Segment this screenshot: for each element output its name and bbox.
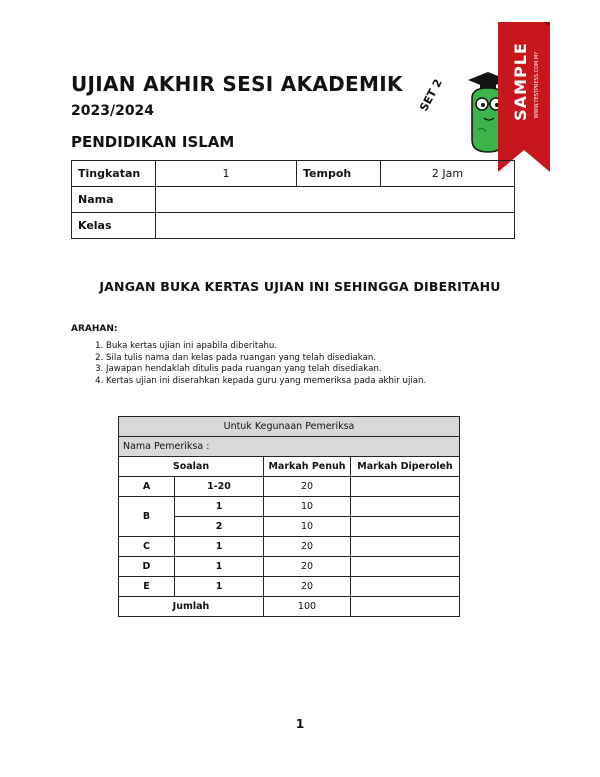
full-mark-cell: 10 bbox=[264, 517, 351, 537]
tempoh-value: 2 Jam bbox=[381, 161, 515, 187]
tingkatan-value: 1 bbox=[156, 161, 297, 187]
question-cell: 1 bbox=[175, 557, 264, 577]
examiner-table bbox=[118, 416, 460, 617]
total-value: 100 bbox=[264, 597, 351, 617]
academic-year: 2023/2024 bbox=[71, 103, 155, 119]
full-mark-cell: 10 bbox=[264, 497, 351, 517]
tempoh-label: Tempoh bbox=[297, 161, 381, 187]
obtained-mark-cell[interactable] bbox=[351, 577, 460, 597]
ribbon-website-label: WWW.TESTPRESS.COM.MY bbox=[534, 51, 540, 119]
question-cell: 2 bbox=[175, 517, 264, 537]
list-item: 3. Jawapan hendaklah ditulis pada ruangan yang telah disediakan. bbox=[106, 364, 526, 376]
full-mark-cell: 20 bbox=[264, 477, 351, 497]
list-item: 1. Buka kertas ujian ini apabila diberitahu. bbox=[106, 341, 526, 353]
nama-field[interactable] bbox=[156, 187, 515, 213]
section-cell: B bbox=[119, 497, 175, 537]
obtained-mark-cell[interactable] bbox=[351, 557, 460, 577]
table-row bbox=[119, 557, 460, 577]
set-label: SET 2 bbox=[417, 76, 445, 114]
table-row bbox=[119, 477, 460, 497]
arahan-title: ARAHAN: bbox=[71, 324, 118, 334]
examiner-heading: Untuk Kegunaan Pemeriksa bbox=[119, 417, 460, 437]
col-soalan: Soalan bbox=[119, 457, 264, 477]
section-cell: C bbox=[119, 537, 175, 557]
question-cell: 1 bbox=[175, 497, 264, 517]
table-row bbox=[119, 537, 460, 557]
student-info-table bbox=[71, 160, 515, 239]
total-row bbox=[119, 597, 460, 617]
obtained-mark-cell[interactable] bbox=[351, 517, 460, 537]
kelas-label: Kelas bbox=[72, 213, 156, 239]
col-markah-diperoleh: Markah Diperoleh bbox=[351, 457, 460, 477]
full-mark-cell: 20 bbox=[264, 577, 351, 597]
col-markah-penuh: Markah Penuh bbox=[264, 457, 351, 477]
question-cell: 1 bbox=[175, 537, 264, 557]
question-cell: 1-20 bbox=[175, 477, 264, 497]
ribbon-sample-label: SAMPLE bbox=[511, 42, 530, 121]
list-item: 2. Sila tulis nama dan kelas pada ruangan yang telah disediakan. bbox=[106, 353, 526, 365]
examiner-name-label: Nama Pemeriksa : bbox=[119, 437, 460, 457]
list-item: 4. Kertas ujian ini diserahkan kepada guru yang memeriksa pada akhir ujian. bbox=[106, 376, 526, 388]
full-mark-cell: 20 bbox=[264, 537, 351, 557]
total-label: Jumlah bbox=[119, 597, 264, 617]
ribbon-text bbox=[498, 22, 550, 147]
arahan-list bbox=[92, 341, 526, 387]
question-cell: 1 bbox=[175, 577, 264, 597]
exam-title: UJIAN AKHIR SESI AKADEMIK bbox=[71, 72, 403, 96]
obtained-mark-cell[interactable] bbox=[351, 497, 460, 517]
section-cell: E bbox=[119, 577, 175, 597]
section-cell: D bbox=[119, 557, 175, 577]
table-row bbox=[119, 577, 460, 597]
obtained-mark-cell[interactable] bbox=[351, 477, 460, 497]
page-number: 1 bbox=[295, 717, 305, 731]
obtained-mark-cell[interactable] bbox=[351, 537, 460, 557]
kelas-field[interactable] bbox=[156, 213, 515, 239]
nama-label: Nama bbox=[72, 187, 156, 213]
tingkatan-label: Tingkatan bbox=[72, 161, 156, 187]
total-obtained-cell[interactable] bbox=[351, 597, 460, 617]
subject-title: PENDIDIKAN ISLAM bbox=[71, 133, 235, 151]
warning-text: JANGAN BUKA KERTAS UJIAN INI SEHINGGA DIBERITAHU bbox=[99, 279, 501, 294]
table-row bbox=[119, 497, 460, 517]
full-mark-cell: 20 bbox=[264, 557, 351, 577]
section-cell: A bbox=[119, 477, 175, 497]
